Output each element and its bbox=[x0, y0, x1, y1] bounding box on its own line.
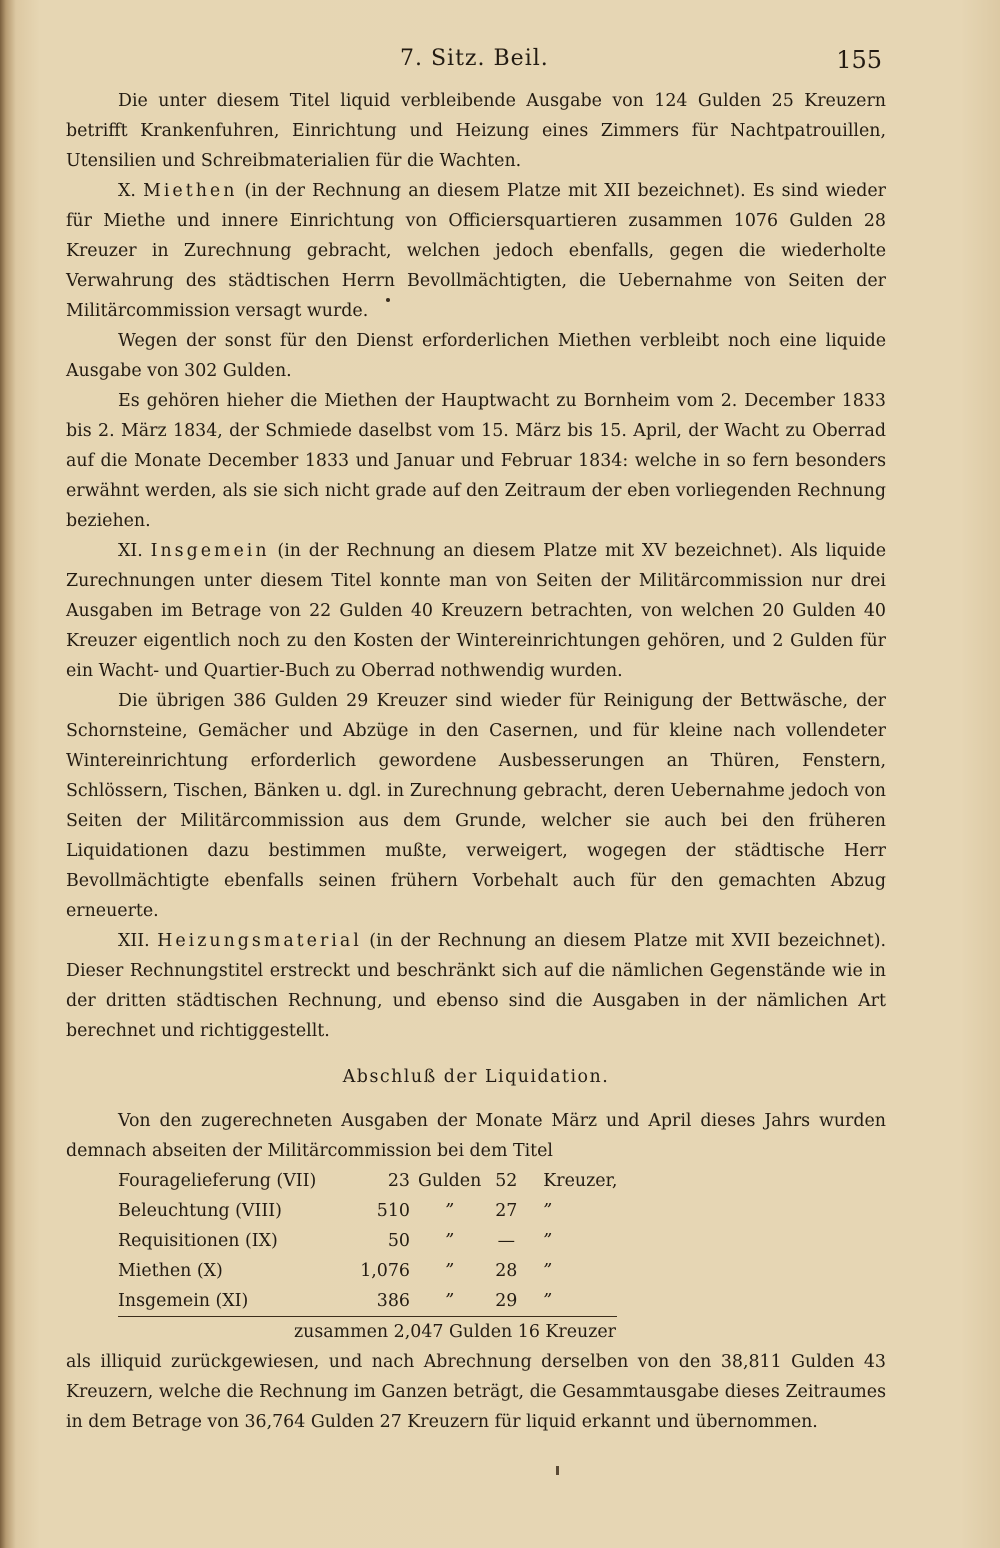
body-text bbox=[66, 86, 886, 1437]
section-keyword: Heizungsmaterial bbox=[157, 931, 362, 951]
page-number: 155 bbox=[836, 46, 882, 74]
print-mark bbox=[556, 1466, 559, 1475]
table-row: Insgemein (XI) 386 ” 29 ” bbox=[118, 1291, 553, 1311]
paragraph-section-x: X. Miethen (in der Rechnung an diesem Platze mit XII bezeichnet). Es sind wieder für Miethe und innere Einrichtung von Officiersquartieren zusammen 1076 Gulden 28 Kreuzer in Zurechnung gebracht, welchen jedoch ebenfalls, gegen die wiederholte Verwahrung des städtischen Herrn Bevollmächtigten, die Uebernahme von Seiten der Militärcommission versagt wurde. bbox=[66, 181, 886, 321]
paragraph-section-xii: XII. Heizungsmaterial (in der Rechnung an diesem Platze mit XVII bezeichnet). Dieser Rechnungstitel erstreckt und beschränkt sich auf die nämlichen Gegenstände wie in der dritten städtischen Rechnung, und ebenso sind die Ausgaben in der nämlichen Art berechnet und richtiggestellt. bbox=[66, 931, 887, 1041]
paragraph-section-xi: XI. Insgemein (in der Rechnung an diesem Platze mit XV bezeichnet). Als liquide Zurechnungen unter diesem Titel konnte man von Seiten der Militärcommission nur drei Ausgaben im Betrage von 22 Gulden 40 Kreuzern betrachten, von welchen 20 Gulden 40 Kreuzer eigentlich noch zu den Kosten der Wintereinrichtungen gehören, und 2 Gulden für ein Wacht- und Quartier-Buch zu Oberrad nothwendig wurden. bbox=[66, 541, 886, 681]
section-keyword: Insgemein bbox=[150, 541, 270, 561]
table-row: Beleuchtung (VIII) 510 ” 27 ” bbox=[118, 1201, 553, 1221]
paragraph: Es gehören hieher die Miethen der Hauptwacht zu Bornheim vom 2. December 1833 bis 2. März 1834, der Schmiede daselbst vom 15. März bis 15. April, der Wacht zu Oberrad auf die Monate December 1833 und Januar und Februar 1834: welche in so fern besonders erwähnt werden, als sie sich nicht grade auf den Zeitraum der eben vorliegenden Rechnung beziehen. bbox=[66, 391, 886, 531]
table-row: Requisitionen (IX) 50 ” — ” bbox=[118, 1231, 553, 1251]
summary-total: zusammen 2,047 Gulden 16 Kreuzer bbox=[294, 1322, 616, 1342]
paragraph: Die übrigen 386 Gulden 29 Kreuzer sind wieder für Reinigung der Bettwäsche, der Schornsteine, Gemächer und Abzüge in den Casernen, und für kleine nach vollendeter Wintereinrichtung erforderlich gewordene Ausbesserungen an Thüren, Fenstern, Schlössern, Tischen, Bänken u. dgl. in Zurechnung gebracht, deren Uebernahme jedoch von Seiten der Militärcommission aus dem Grunde, welcher sie auch bei den früheren Liquidationen dazu bestimmen mußte, verweigert, wogegen der städtische Herr Bevollmächtigte ebenfalls seinen frühern Vorbehalt auch für den gemachten Abzug erneuerte. bbox=[66, 691, 886, 921]
paragraph: Die unter diesem Titel liquid verbleibende Ausgabe von 124 Gulden 25 Kreuzern betrifft Krankenfuhren, Einrichtung und Heizung eines Zimmers für Nachtpatrouillen, Utensilien und Schreibmaterialien für die Wachten. bbox=[66, 91, 886, 171]
section-number: XII. bbox=[118, 931, 150, 951]
paragraph: Wegen der sonst für den Dienst erforderlichen Miethen verbleibt noch eine liquide Ausgabe von 302 Gulden. bbox=[66, 331, 886, 381]
page-header bbox=[0, 46, 1000, 80]
section-heading: Abschluß der Liquidation. bbox=[342, 1067, 610, 1087]
section-number: XI. bbox=[118, 541, 143, 561]
summary-intro: Von den zugerechneten Ausgaben der Monate März und April dieses Jahrs wurden demnach abseiten der Militärcommission bei dem Titel bbox=[66, 1111, 886, 1161]
closing-paragraph: als illiquid zurückgewiesen, und nach Abrechnung derselben von den 38,811 Gulden 43 Kreuzern, welche die Rechnung im Ganzen beträgt, die Gesammtausgabe dieses Zeitraumes in dem Betrage von 36,764 Gulden 27 Kreuzern für liquid erkannt und übernommen. bbox=[66, 1352, 886, 1432]
table-row: Fouragelieferung (VII) 23 Gulden 52 Kreuzer, bbox=[118, 1171, 618, 1191]
section-keyword: Miethen bbox=[143, 181, 238, 201]
section-number: X. bbox=[118, 181, 136, 201]
table-row: Miethen (X) 1,076 ” 28 ” bbox=[118, 1261, 553, 1281]
running-title: 7. Sitz. Beil. bbox=[400, 46, 549, 71]
